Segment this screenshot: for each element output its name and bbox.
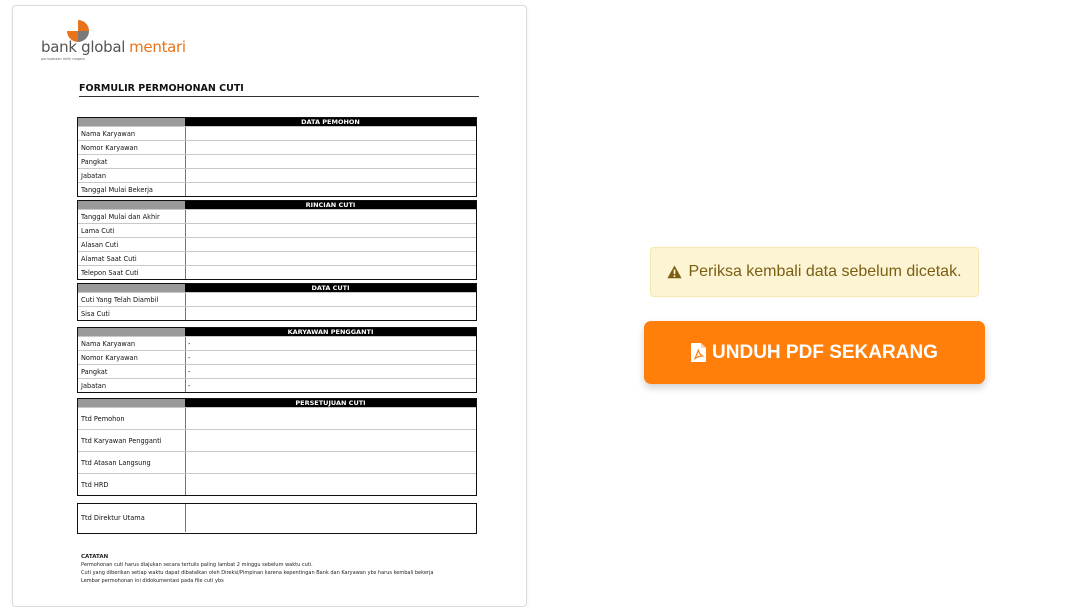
section-rincian-cuti bbox=[77, 200, 477, 280]
logo-text bbox=[41, 38, 186, 56]
row-value bbox=[186, 408, 476, 429]
section-header: KARYAWAN PENGGANTI bbox=[185, 328, 476, 336]
row-label: Nomor Karyawan bbox=[78, 351, 186, 364]
logo-word-2: mentari bbox=[129, 38, 186, 56]
row-label: Jabatan bbox=[78, 379, 186, 392]
row-label: Tanggal Mulai Bekerja bbox=[78, 183, 186, 196]
form-row bbox=[78, 265, 476, 279]
row-label: Ttd Atasan Langsung bbox=[78, 452, 186, 473]
warning-icon bbox=[667, 265, 682, 279]
section-persetujuan-cuti bbox=[77, 398, 477, 496]
form-row bbox=[78, 306, 476, 320]
row-value: - bbox=[188, 339, 191, 348]
row-value bbox=[186, 210, 476, 223]
row-value bbox=[186, 452, 476, 473]
row-value bbox=[186, 430, 476, 451]
row-value bbox=[186, 155, 476, 168]
form-row bbox=[78, 378, 476, 392]
row-label: Telepon Saat Cuti bbox=[78, 266, 186, 279]
form-row bbox=[78, 168, 476, 182]
notes bbox=[81, 553, 501, 585]
form-row bbox=[78, 251, 476, 265]
logo-tagline: perusahaan milik negara bbox=[41, 57, 85, 61]
row-value: - bbox=[188, 381, 191, 390]
section-header: RINCIAN CUTI bbox=[185, 201, 476, 209]
row-label: Lama Cuti bbox=[78, 224, 186, 237]
notes-line: Permohonan cuti harus diajukan secara tertulis paling lambat 2 minggu sebelum waktu cuti. bbox=[81, 562, 313, 568]
row-label: Pangkat bbox=[78, 155, 186, 168]
form-row bbox=[78, 451, 476, 473]
row-label: Cuti Yang Telah Diambil bbox=[78, 293, 186, 306]
section-direktur bbox=[77, 503, 477, 534]
row-value: - bbox=[188, 353, 191, 362]
row-label: Nama Karyawan bbox=[78, 337, 186, 350]
logo-word-1: bank global bbox=[41, 38, 126, 56]
row-label: Ttd Karyawan Pengganti bbox=[78, 430, 186, 451]
form-row bbox=[78, 473, 476, 495]
row-value bbox=[186, 183, 476, 196]
form-row bbox=[78, 336, 476, 350]
section-data-cuti bbox=[77, 283, 477, 321]
row-value bbox=[186, 127, 476, 140]
row-label: Sisa Cuti bbox=[78, 307, 186, 320]
form-row bbox=[78, 292, 476, 306]
form-row bbox=[78, 223, 476, 237]
section-data-pemohon bbox=[77, 117, 477, 197]
form-row bbox=[78, 429, 476, 451]
row-value bbox=[186, 238, 476, 251]
form-row bbox=[78, 209, 476, 223]
row-value bbox=[186, 266, 476, 279]
bank-logo bbox=[41, 20, 191, 65]
form-row bbox=[78, 237, 476, 251]
section-header: DATA PEMOHON bbox=[185, 118, 476, 126]
form-title: FORMULIR PERMOHONAN CUTI bbox=[79, 83, 479, 97]
download-pdf-button[interactable] bbox=[644, 321, 985, 384]
row-value bbox=[186, 293, 476, 306]
row-value bbox=[186, 474, 476, 495]
row-value bbox=[186, 141, 476, 154]
form-row bbox=[78, 140, 476, 154]
row-label: Ttd HRD bbox=[78, 474, 186, 495]
row-label: Alasan Cuti bbox=[78, 238, 186, 251]
form-row bbox=[78, 407, 476, 429]
notes-title: CATATAN bbox=[81, 554, 109, 560]
row-label: Ttd Pemohon bbox=[78, 408, 186, 429]
warning-alert bbox=[650, 247, 979, 297]
row-value bbox=[186, 252, 476, 265]
row-value bbox=[186, 307, 476, 320]
row-value bbox=[186, 224, 476, 237]
row-label: Alamat Saat Cuti bbox=[78, 252, 186, 265]
row-value bbox=[186, 169, 476, 182]
row-label: Nama Karyawan bbox=[78, 127, 186, 140]
row-label: Jabatan bbox=[78, 169, 186, 182]
form-row bbox=[78, 126, 476, 140]
form-row bbox=[78, 350, 476, 364]
notes-line: Lembar permohonan ini didokumentasi pada file cuti ybs bbox=[81, 578, 224, 584]
alert-text: Periksa kembali data sebelum dicetak. bbox=[688, 263, 962, 280]
download-button-label: UNDUH PDF SEKARANG bbox=[712, 341, 938, 363]
section-header: PERSETUJUAN CUTI bbox=[185, 399, 476, 407]
form-row bbox=[78, 182, 476, 196]
row-value bbox=[186, 504, 476, 532]
form-row bbox=[78, 154, 476, 168]
row-value: - bbox=[188, 367, 191, 376]
section-header: DATA CUTI bbox=[185, 284, 476, 292]
row-label: Nomor Karyawan bbox=[78, 141, 186, 154]
row-label: Ttd Direktur Utama bbox=[78, 504, 186, 532]
row-label: Pangkat bbox=[78, 365, 186, 378]
section-karyawan-pengganti bbox=[77, 327, 477, 393]
file-pdf-icon bbox=[691, 343, 706, 362]
document-preview bbox=[12, 5, 527, 607]
row-label: Tanggal Mulai dan Akhir bbox=[78, 210, 186, 223]
form-row bbox=[78, 504, 476, 532]
form-row bbox=[78, 364, 476, 378]
notes-line: Cuti yang diberikan setiap waktu dapat dibatalkan oleh Direksi/Pimpinan karena kepentingan Bank dan Karyawan ybs harus kembali bekerja bbox=[81, 570, 434, 576]
